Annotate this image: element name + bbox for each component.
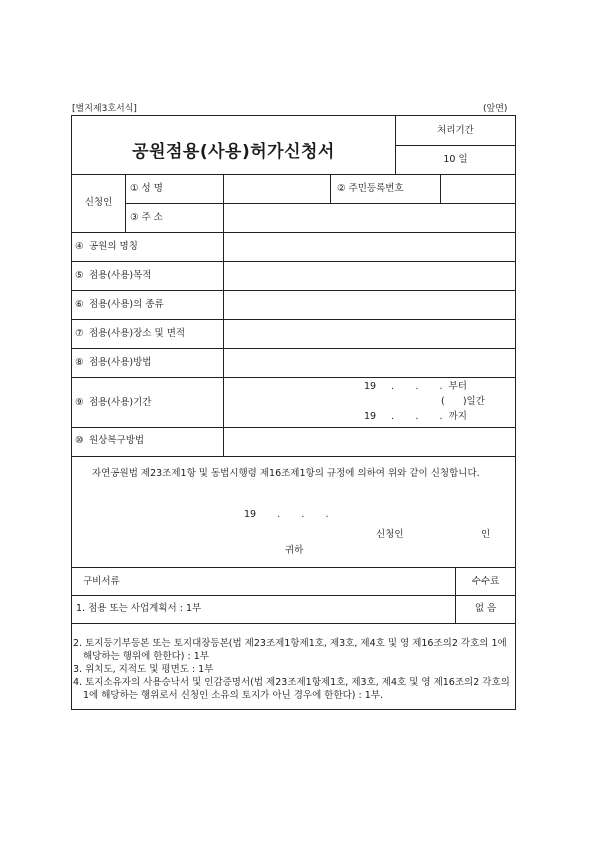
field-num: ⑩	[75, 435, 84, 446]
applicant-group-label: 신청인	[84, 197, 113, 208]
method-field[interactable]	[224, 349, 515, 377]
rrn-field[interactable]	[441, 175, 515, 203]
purpose-field[interactable]	[224, 262, 515, 290]
field-text: 점용(사용)의 종류	[89, 299, 164, 310]
document-item-2: 2. 토지등기부등본 또는 토지대장등본(법 제23조제1항제1호, 제3호, 제4호 및 영 제16조의2 각호의 1에 해당하는 행위에 한한다) : 1부	[73, 638, 507, 662]
field-num: ⑦	[75, 328, 84, 339]
seal-mark[interactable]: 인	[481, 529, 491, 540]
field-text: 점용(사용)방법	[89, 357, 152, 368]
processing-period-value: 10 일	[443, 154, 468, 165]
field-text: 원상복구방법	[89, 435, 145, 446]
field-label-purpose	[75, 270, 151, 282]
document-item-3: 3. 위치도, 지적도 및 평면도 : 1부	[73, 664, 214, 675]
form-border-right	[515, 115, 516, 710]
name-field[interactable]	[224, 175, 329, 203]
period-start[interactable]: 19 . . . 부터	[364, 381, 467, 392]
field-num: ⑤	[75, 270, 84, 281]
document-item-4: 4. 토지소유자의 사용승낙서 및 인감증명서(법 제23조제1항제1호, 제3호, 제4호 및 영 제16조의2 각호의 1에 해당하는 행위로서 신청인 소유의 토지가 아닌 경우에 한한다) : 1부.	[73, 677, 510, 701]
processing-divider	[395, 145, 515, 146]
field-text: 점용(사용)장소 및 면적	[89, 328, 186, 339]
name-label: ① 성 명	[130, 183, 163, 194]
restoration-field[interactable]	[224, 428, 515, 456]
addressee-label: 귀하	[285, 545, 304, 556]
row-line	[71, 377, 516, 378]
row-line	[71, 567, 516, 568]
document-item-1: 1. 점용 또는 사업계획서 : 1부	[76, 603, 202, 614]
form-border-bottom	[71, 709, 516, 710]
type-field[interactable]	[224, 291, 515, 319]
signer-label: 신청인	[376, 529, 404, 540]
field-label-type	[75, 299, 164, 311]
fee-label: 수수료	[471, 576, 500, 587]
form-title: 공원점용(사용)허가신청서	[132, 142, 335, 162]
col-line	[125, 174, 126, 232]
form-border-top	[71, 115, 516, 116]
field-label-period	[75, 397, 151, 409]
field-text: 점용(사용)목적	[89, 270, 152, 281]
field-text: 점용(사용)기간	[89, 397, 152, 408]
period-days[interactable]: ( )일간	[441, 396, 485, 407]
documents-list	[73, 637, 515, 702]
field-num: ⑥	[75, 299, 84, 310]
col-line	[330, 174, 331, 203]
row-line	[71, 456, 516, 457]
form-number: [별지제3호서식]	[72, 104, 137, 114]
declaration-text: 자연공원법 제23조제1항 및 동법시행령 제16조제1항의 규정에 의하여 위와 같이 신청합니다.	[92, 468, 480, 479]
field-num: ⑧	[75, 357, 84, 368]
field-num: ④	[75, 241, 84, 252]
address-field[interactable]	[224, 204, 515, 232]
field-label-restoration	[75, 435, 144, 447]
processing-period-label: 처리기간	[437, 125, 474, 136]
row-line	[71, 623, 516, 624]
field-text: 공원의 명칭	[89, 241, 138, 252]
field-label-park-name	[75, 241, 138, 253]
park-name-field[interactable]	[224, 233, 515, 261]
field-label-location-area	[75, 328, 185, 340]
field-label-method	[75, 357, 151, 369]
fee-value: 없 음	[474, 603, 497, 614]
field-num: ⑨	[75, 397, 84, 408]
address-label: ③ 주 소	[130, 212, 163, 223]
row-line	[71, 595, 516, 596]
rrn-label: ② 주민등록번호	[337, 183, 404, 194]
period-end[interactable]: 19 . . . 까지	[364, 411, 467, 422]
location-area-field[interactable]	[224, 320, 515, 348]
declaration-date[interactable]: 19 . . .	[244, 509, 329, 520]
page-side-label: (앞면)	[483, 104, 508, 114]
documents-header: 구비서류	[83, 576, 120, 587]
